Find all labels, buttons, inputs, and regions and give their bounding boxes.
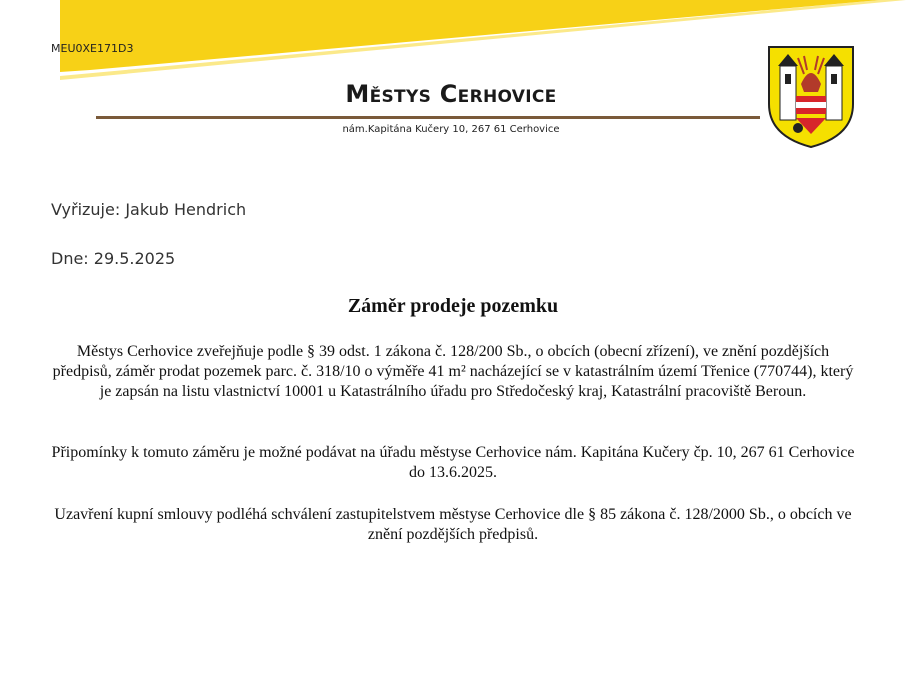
paragraph-comments: Připomínky k tomuto záměru je možné podávat na úřadu městyse Cerhovice nám. Kapitána Kučery čp. 10, 267 61 Cerhovice do 13.6.2025. bbox=[51, 444, 855, 481]
page-title: Městys Cerhovice bbox=[345, 80, 557, 108]
header-address: nám.Kapitána Kučery 10, 267 61 Cerhovice bbox=[342, 124, 560, 135]
paragraph-intent: Městys Cerhovice zveřejňuje podle § 39 odst. 1 zákona č. 128/200 Sb., o obcích (obecní zřízení), ve znění pozdějších předpisů, záměr prodat pozemek parc. č. 318/10 o výměře 41 m² nacházející se v katastrálním území Třenice (770744), který je zapsán na listu vlastnictví 10001 u Katastrálního úřadu pro Středočeský kraj, Katastrální pracoviště Beroun. bbox=[52, 343, 854, 400]
document-heading: Záměr prodeje pozemku bbox=[347, 295, 559, 317]
paragraph-approval: Uzavření kupní smlouvy podléhá schválení zastupitelstvem městyse Cerhovice dle § 85 zákona č. 128/2000 Sb., o obcích ve znění pozdějších předpisů. bbox=[54, 506, 852, 543]
document-code: MEU0XE171D3 bbox=[51, 42, 134, 55]
date-line: Dne: 29.5.2025 bbox=[51, 249, 176, 268]
coat-of-arms-icon bbox=[766, 44, 856, 150]
header-divider bbox=[96, 116, 760, 119]
handler-line: Vyřizuje: Jakub Hendrich bbox=[51, 200, 247, 219]
